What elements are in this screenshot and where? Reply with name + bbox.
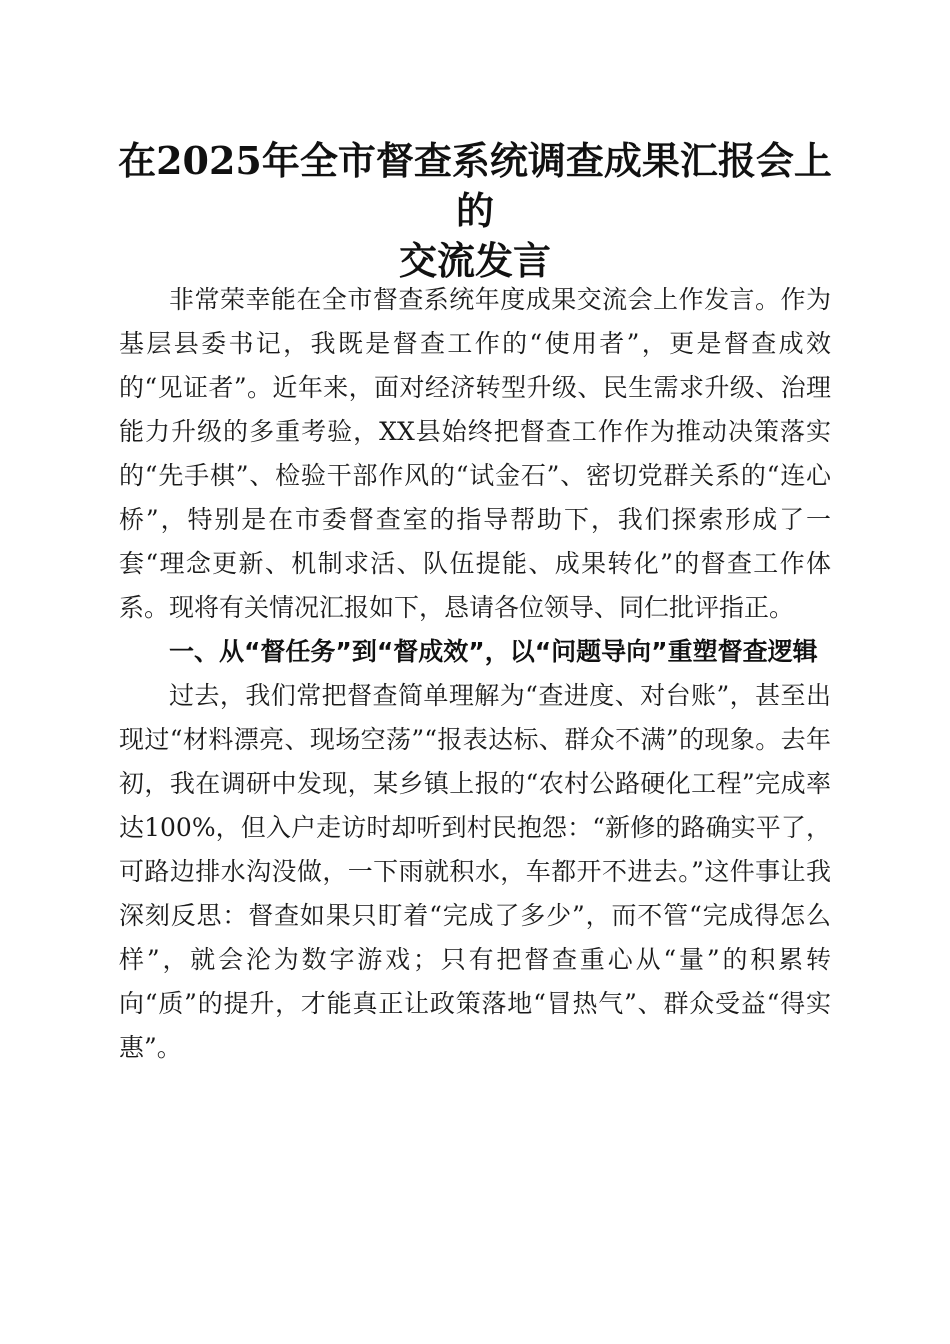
title-line-1: 在2025年全市督查系统调查成果汇报会上的 [118,138,832,233]
section-heading-1: 一、从“督任务”到“督成效”，以“问题导向”重塑督查逻辑 [169,637,818,666]
section-1-paragraph: 过去，我们常把督查简单理解为“查进度、对台账”，甚至出现过“材料漂亮、现场空荡”“报表达标、群众不满”的现象。去年初，我在调研中发现，某乡镇上报的“农村公路硬化工程”完成率达100%，但入户走访时却听到村民抱怨：“新修的路确实平了，可路边排水沟没做，一下雨就积水，车都开不进去。”这件事让我深刻反思：督查如果只盯着“完成了多少”，而不管“完成得怎么样”，就会沦为数字游戏；只有把督查重心从“量”的积累转向“质”的提升，才能真正让政策落地“冒热气”、群众受益“得实惠”。 [119,681,831,1062]
document-body [119,278,831,1070]
document-title [100,136,850,286]
title-line-2: 交流发言 [398,238,551,283]
intro-paragraph: 非常荣幸能在全市督查系统年度成果交流会上作发言。作为基层县委书记，我既是督查工作的“使用者”，更是督查成效的“见证者”。近年来，面对经济转型升级、民生需求升级、治理能力升级的多重考验，XX县始终把督查工作作为推动决策落实的“先手棋”、检验干部作风的“试金石”、密切党群关系的“连心桥”，特别是在市委督查室的指导帮助下，我们探索形成了一套“理念更新、机制求活、队伍提能、成果转化”的督查工作体系。现将有关情况汇报如下，恳请各位领导、同仁批评指正。 [119,285,831,622]
